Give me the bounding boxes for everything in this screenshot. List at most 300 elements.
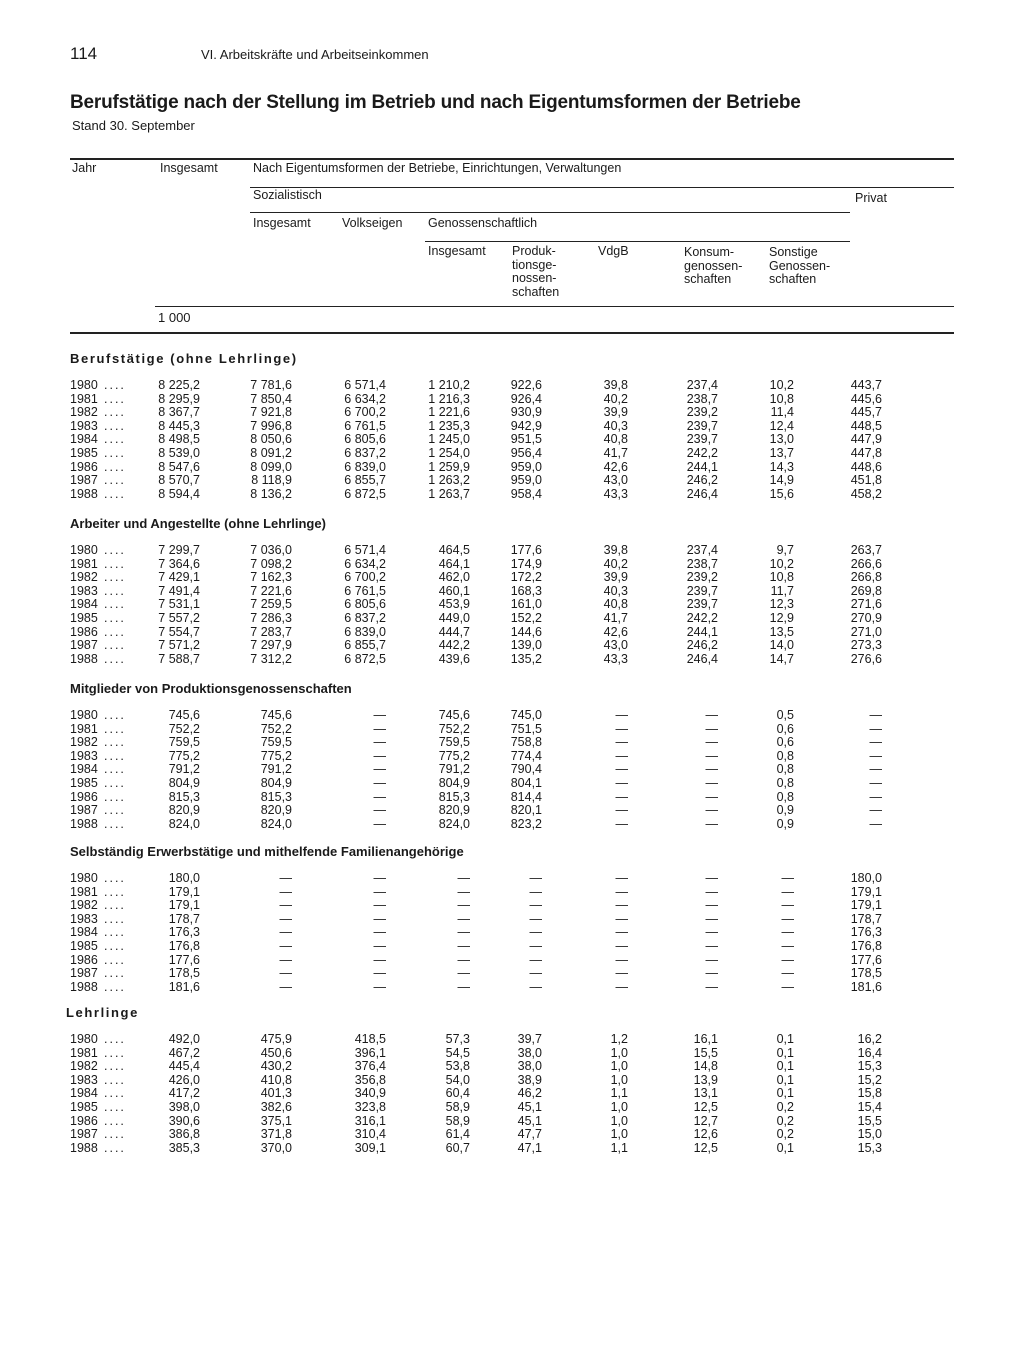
row-year: 1988	[70, 816, 98, 831]
table-cell: 13,5	[769, 624, 794, 639]
row-year: 1986	[70, 459, 98, 474]
row-year: 1981	[70, 884, 98, 899]
table-cell: 815,3	[438, 789, 470, 804]
table-cell: —	[373, 721, 386, 736]
table-cell: —	[615, 979, 628, 994]
table-cell: —	[279, 871, 292, 885]
table-cell: 40,2	[603, 556, 628, 571]
table-cell: —	[705, 911, 718, 926]
leader-dots: ....	[104, 651, 126, 666]
table-cell: 38,9	[517, 1072, 542, 1087]
table-cell: —	[781, 966, 794, 981]
table-cell: 39,9	[603, 570, 628, 585]
table-cell: 7 921,8	[250, 405, 292, 420]
table-cell: 7 554,7	[158, 624, 200, 639]
leader-dots: ....	[104, 911, 126, 926]
row-year: 1982	[70, 405, 98, 420]
table-cell: —	[373, 911, 386, 926]
table-cell: 12,6	[693, 1127, 718, 1142]
table-cell: 7 312,2	[250, 651, 292, 666]
table-cell: 1 245,0	[428, 432, 470, 447]
row-year: 1980	[70, 708, 98, 722]
header-volkseigen: Volkseigen	[342, 216, 403, 230]
table-cell: 6 805,6	[344, 597, 386, 612]
table-cell: 1,1	[610, 1086, 628, 1101]
table-cell: —	[615, 721, 628, 736]
table-cell: 237,4	[686, 543, 718, 557]
table-row	[0, 872, 1024, 886]
table-cell: 12,9	[769, 611, 794, 625]
table-cell: 1 263,2	[428, 473, 470, 488]
table-cell: 6 700,2	[344, 405, 386, 420]
section-title: Arbeiter und Angestellte (ohne Lehrlinge)	[70, 516, 326, 531]
table-cell: 10,2	[769, 378, 794, 392]
table-cell: —	[705, 762, 718, 777]
table-cell: 246,4	[686, 651, 718, 666]
table-cell: 238,7	[686, 556, 718, 571]
header-sonstige-line: Genossen-	[769, 258, 831, 273]
header-rule-unit	[155, 306, 954, 307]
table-cell: 38,0	[517, 1059, 542, 1074]
table-cell: 15,5	[857, 1113, 882, 1128]
unit-label: 1 000	[158, 310, 191, 325]
table-cell: 14,9	[769, 473, 794, 488]
table-row	[0, 571, 1024, 585]
table-cell: 0,2	[776, 1100, 794, 1114]
table-cell: 6 571,4	[344, 378, 386, 392]
row-year: 1984	[70, 597, 98, 612]
table-cell: 442,2	[438, 638, 470, 653]
table-cell: 11,7	[770, 583, 794, 598]
table-cell: 751,5	[510, 721, 542, 736]
table-cell: 814,4	[510, 789, 542, 804]
table-cell: 930,9	[510, 405, 542, 420]
page-number: 114	[70, 44, 98, 63]
table-cell: 40,2	[603, 391, 628, 406]
table-cell: 239,7	[686, 432, 718, 447]
table-cell: 824,0	[438, 816, 470, 831]
row-year: 1988	[70, 1140, 98, 1155]
row-year: 1985	[70, 939, 98, 953]
table-cell: 8 118,9	[251, 473, 292, 488]
table-cell: —	[529, 884, 542, 899]
header-privat: Privat	[855, 191, 887, 205]
leader-dots: ....	[104, 432, 126, 447]
table-cell: 7 162,3	[250, 570, 292, 585]
table-cell: —	[615, 803, 628, 818]
table-cell: 453,9	[438, 597, 470, 612]
table-cell: 178,5	[850, 966, 882, 981]
table-cell: —	[457, 898, 470, 913]
table-cell: 926,4	[510, 391, 542, 406]
table-cell: —	[373, 939, 386, 953]
table-cell: 8 539,0	[158, 446, 200, 460]
row-year: 1988	[70, 486, 98, 501]
table-cell: 445,4	[168, 1059, 200, 1074]
table-cell: 13,9	[693, 1072, 718, 1087]
header-produktion-line: Produk-	[512, 244, 556, 258]
table-row	[0, 1115, 1024, 1129]
table-cell: 443,7	[850, 378, 882, 392]
leader-dots: ....	[104, 721, 126, 736]
table-cell: —	[373, 816, 386, 831]
table-cell: 139,0	[510, 638, 542, 653]
row-year: 1983	[70, 418, 98, 433]
table-cell: 316,1	[354, 1113, 386, 1128]
table-cell: 176,3	[168, 925, 200, 940]
table-cell: 45,1	[517, 1113, 542, 1128]
row-year: 1980	[70, 871, 98, 885]
table-cell: —	[615, 748, 628, 763]
table-cell: —	[705, 748, 718, 763]
leader-dots: ....	[104, 473, 126, 488]
table-cell: —	[869, 721, 882, 736]
table-cell: 46,2	[517, 1086, 542, 1101]
table-cell: 239,7	[686, 583, 718, 598]
table-cell: 7 557,2	[158, 611, 200, 625]
leader-dots: ....	[104, 776, 126, 790]
table-row	[0, 791, 1024, 805]
table-cell: 745,6	[438, 708, 470, 722]
table-cell: 752,2	[438, 721, 470, 736]
table-cell: —	[615, 708, 628, 722]
table-cell: 7 996,8	[250, 418, 292, 433]
table-cell: —	[705, 925, 718, 940]
table-cell: 176,3	[850, 925, 882, 940]
table-cell: —	[457, 884, 470, 899]
table-cell: 238,7	[686, 391, 718, 406]
header-sonstige-line: Sonstige	[769, 245, 818, 259]
row-year: 1981	[70, 1045, 98, 1060]
table-cell: 180,0	[168, 871, 200, 885]
table-row	[0, 461, 1024, 475]
table-cell: 0,1	[776, 1032, 794, 1046]
table-cell: 43,3	[603, 486, 628, 501]
leader-dots: ....	[104, 391, 126, 406]
leader-dots: ....	[104, 1045, 126, 1060]
table-cell: —	[615, 735, 628, 750]
table-cell: —	[529, 966, 542, 981]
table-cell: 449,0	[438, 611, 470, 625]
table-cell: 340,9	[354, 1086, 386, 1101]
table-cell: 6 872,5	[344, 651, 386, 666]
header-produktion-line: schaften	[512, 284, 560, 299]
table-cell: 959,0	[510, 473, 542, 488]
table-cell: 181,6	[168, 979, 200, 994]
table-cell: —	[705, 884, 718, 899]
header-genossenschaftlich: Genossenschaftlich	[428, 216, 538, 230]
table-cell: 244,1	[686, 459, 718, 474]
row-year: 1984	[70, 1086, 98, 1101]
table-cell: 270,9	[850, 611, 882, 625]
table-cell: 269,8	[850, 583, 882, 598]
table-cell: 7 850,4	[250, 391, 292, 406]
table-row	[0, 1142, 1024, 1156]
table-cell: 460,1	[438, 583, 470, 598]
table-cell: 15,2	[857, 1072, 882, 1087]
table-cell: 1 259,9	[428, 459, 470, 474]
table-cell: 371,8	[260, 1127, 292, 1142]
table-cell: —	[279, 925, 292, 940]
table-row	[0, 420, 1024, 434]
table-cell: 54,5	[445, 1045, 470, 1060]
header-konsum	[684, 246, 742, 287]
table-cell: 7 491,4	[158, 583, 200, 598]
table-cell: —	[615, 966, 628, 981]
section-title: Mitglieder von Produktionsgenossenschaften	[70, 681, 352, 696]
table-cell: 458,2	[850, 486, 882, 501]
table-cell: 815,3	[168, 789, 200, 804]
table-cell: 6 805,6	[344, 432, 386, 447]
leader-dots: ....	[104, 871, 126, 885]
table-cell: —	[705, 735, 718, 750]
leader-dots: ....	[104, 735, 126, 750]
header-vdgb: VdgB	[598, 244, 629, 258]
table-cell: 178,7	[168, 911, 200, 926]
header-jahr: Jahr	[72, 161, 97, 175]
row-year: 1988	[70, 979, 98, 994]
row-year: 1985	[70, 446, 98, 460]
table-cell: 8 295,9	[158, 391, 200, 406]
table-cell: —	[279, 898, 292, 913]
table-cell: —	[869, 803, 882, 818]
table-cell: 386,8	[168, 1127, 200, 1142]
row-year: 1984	[70, 925, 98, 940]
table-cell: 12,5	[693, 1100, 718, 1114]
table-cell: —	[373, 735, 386, 750]
table-cell: 39,8	[603, 543, 628, 557]
table-cell: 451,8	[850, 473, 882, 488]
table-cell: —	[615, 776, 628, 790]
table-cell: —	[615, 762, 628, 777]
table-cell: 445,6	[850, 391, 882, 406]
table-cell: 16,4	[857, 1045, 882, 1060]
table-row	[0, 626, 1024, 640]
table-cell: —	[279, 966, 292, 981]
table-cell: —	[869, 708, 882, 722]
row-year: 1982	[70, 1059, 98, 1074]
table-cell: —	[457, 871, 470, 885]
table-cell: 7 429,1	[158, 570, 200, 585]
table-cell: 1 210,2	[428, 378, 470, 392]
leader-dots: ....	[104, 611, 126, 625]
table-cell: 804,9	[260, 776, 292, 790]
table-cell: 959,0	[510, 459, 542, 474]
table-cell: 8 547,6	[158, 459, 200, 474]
row-year: 1981	[70, 721, 98, 736]
leader-dots: ....	[104, 543, 126, 557]
table-cell: 13,0	[769, 432, 794, 447]
table-cell: —	[615, 871, 628, 885]
row-year: 1986	[70, 789, 98, 804]
table-cell: 53,8	[445, 1059, 470, 1074]
table-row	[0, 886, 1024, 900]
table-cell: 41,7	[603, 611, 628, 625]
table-cell: 6 855,7	[344, 473, 386, 488]
table-cell: 0,8	[776, 762, 794, 777]
table-cell: —	[705, 979, 718, 994]
table-cell: —	[529, 925, 542, 940]
table-cell: —	[279, 884, 292, 899]
table-cell: 804,9	[168, 776, 200, 790]
table-cell: 14,8	[693, 1059, 718, 1074]
table-cell: 9,7	[776, 543, 794, 557]
table-cell: 40,8	[603, 432, 628, 447]
table-cell: 7 283,7	[250, 624, 292, 639]
header-produktion	[512, 245, 559, 299]
table-cell: 43,0	[603, 638, 628, 653]
table-cell: 426,0	[168, 1072, 200, 1087]
table-cell: —	[705, 871, 718, 885]
leader-dots: ....	[104, 378, 126, 392]
table-cell: 242,2	[686, 446, 718, 460]
table-cell: —	[457, 979, 470, 994]
table-cell: 0,1	[776, 1140, 794, 1155]
table-cell: 775,2	[260, 748, 292, 763]
table-cell: 0,9	[776, 816, 794, 831]
table-row	[0, 1074, 1024, 1088]
table-cell: 815,3	[260, 789, 292, 804]
row-year: 1982	[70, 570, 98, 585]
table-cell: 370,0	[260, 1140, 292, 1155]
table-cell: 239,7	[686, 597, 718, 612]
leader-dots: ....	[104, 486, 126, 501]
table-cell: 246,2	[686, 473, 718, 488]
table-cell: 8 498,5	[158, 432, 200, 447]
table-cell: 6 634,2	[344, 556, 386, 571]
table-cell: 16,1	[693, 1032, 718, 1046]
table-cell: 11,4	[770, 405, 794, 420]
table-cell: 7 036,0	[250, 543, 292, 557]
table-cell: 181,6	[850, 979, 882, 994]
table-cell: 7 297,9	[250, 638, 292, 653]
table-cell: —	[705, 776, 718, 790]
table-cell: 447,8	[850, 446, 882, 460]
leader-dots: ....	[104, 898, 126, 913]
table-cell: —	[373, 925, 386, 940]
table-cell: 179,1	[850, 898, 882, 913]
row-year: 1982	[70, 735, 98, 750]
table-cell: —	[705, 789, 718, 804]
table-cell: 823,2	[510, 816, 542, 831]
table-cell: 244,1	[686, 624, 718, 639]
table-cell: 462,0	[438, 570, 470, 585]
table-cell: —	[869, 735, 882, 750]
table-cell: 45,1	[517, 1100, 542, 1114]
table-cell: 401,3	[260, 1086, 292, 1101]
row-year: 1987	[70, 473, 98, 488]
table-cell: 266,8	[850, 570, 882, 585]
leader-dots: ....	[104, 1072, 126, 1087]
table-cell: —	[781, 952, 794, 967]
leader-dots: ....	[104, 583, 126, 598]
table-row	[0, 709, 1024, 723]
table-cell: 8 594,4	[158, 486, 200, 501]
leader-dots: ....	[104, 570, 126, 585]
table-row	[0, 447, 1024, 461]
table-cell: —	[373, 979, 386, 994]
table-cell: 0,8	[776, 776, 794, 790]
table-cell: —	[279, 979, 292, 994]
table-cell: 8 136,2	[250, 486, 292, 501]
table-cell: —	[615, 939, 628, 953]
table-cell: —	[373, 952, 386, 967]
table-cell: 0,6	[776, 721, 794, 736]
table-row	[0, 1128, 1024, 1142]
table-cell: 179,1	[850, 884, 882, 899]
table-cell: 0,5	[776, 708, 794, 722]
table-cell: —	[615, 816, 628, 831]
table-cell: 745,6	[168, 708, 200, 722]
table-cell: —	[373, 884, 386, 899]
table-row	[0, 804, 1024, 818]
row-year: 1983	[70, 748, 98, 763]
table-cell: 430,2	[260, 1059, 292, 1074]
leader-dots: ....	[104, 1086, 126, 1101]
table-cell: 382,6	[260, 1100, 292, 1114]
table-cell: 271,6	[850, 597, 882, 612]
header-konsum-line: genossen-	[684, 258, 743, 273]
row-year: 1980	[70, 378, 98, 392]
table-cell: 745,0	[510, 708, 542, 722]
table-cell: 1 221,6	[428, 405, 470, 420]
table-cell: 7 571,2	[158, 638, 200, 653]
table-cell: 43,0	[603, 473, 628, 488]
table-cell: —	[705, 721, 718, 736]
table-cell: 180,0	[850, 871, 882, 885]
header-rule-eigentumsformen	[250, 187, 954, 188]
leader-dots: ....	[104, 638, 126, 653]
leader-dots: ....	[104, 1113, 126, 1128]
header-top-rule	[70, 158, 954, 160]
table-row	[0, 612, 1024, 626]
table-cell: —	[373, 789, 386, 804]
row-year: 1987	[70, 966, 98, 981]
page-title: Berufstätige nach der Stellung im Betrieb und nach Eigentumsformen der Betriebe	[70, 92, 801, 113]
table-cell: 7 588,7	[158, 651, 200, 666]
table-cell: 15,5	[693, 1045, 718, 1060]
table-cell: 385,3	[168, 1140, 200, 1155]
table-cell: 246,2	[686, 638, 718, 653]
table-cell: 271,0	[850, 624, 882, 639]
table-cell: —	[869, 776, 882, 790]
table-cell: —	[705, 708, 718, 722]
table-cell: —	[705, 966, 718, 981]
leader-dots: ....	[104, 816, 126, 831]
row-year: 1986	[70, 1113, 98, 1128]
table-cell: —	[373, 966, 386, 981]
table-row	[0, 981, 1024, 995]
leader-dots: ....	[104, 459, 126, 474]
table-cell: 1,0	[610, 1045, 628, 1060]
table-cell: 791,2	[260, 762, 292, 777]
table-cell: 390,6	[168, 1113, 200, 1128]
table-cell: —	[373, 748, 386, 763]
table-cell: 752,2	[260, 721, 292, 736]
table-cell: 42,6	[603, 624, 628, 639]
table-cell: 6 837,2	[344, 446, 386, 460]
table-cell: 177,6	[510, 543, 542, 557]
table-cell: 239,7	[686, 418, 718, 433]
table-cell: 14,7	[769, 651, 794, 666]
leader-dots: ....	[104, 1059, 126, 1074]
table-cell: 144,6	[510, 624, 542, 639]
table-cell: 752,2	[168, 721, 200, 736]
table-cell: —	[869, 762, 882, 777]
table-cell: 951,5	[510, 432, 542, 447]
table-row	[0, 653, 1024, 667]
table-cell: —	[869, 816, 882, 831]
